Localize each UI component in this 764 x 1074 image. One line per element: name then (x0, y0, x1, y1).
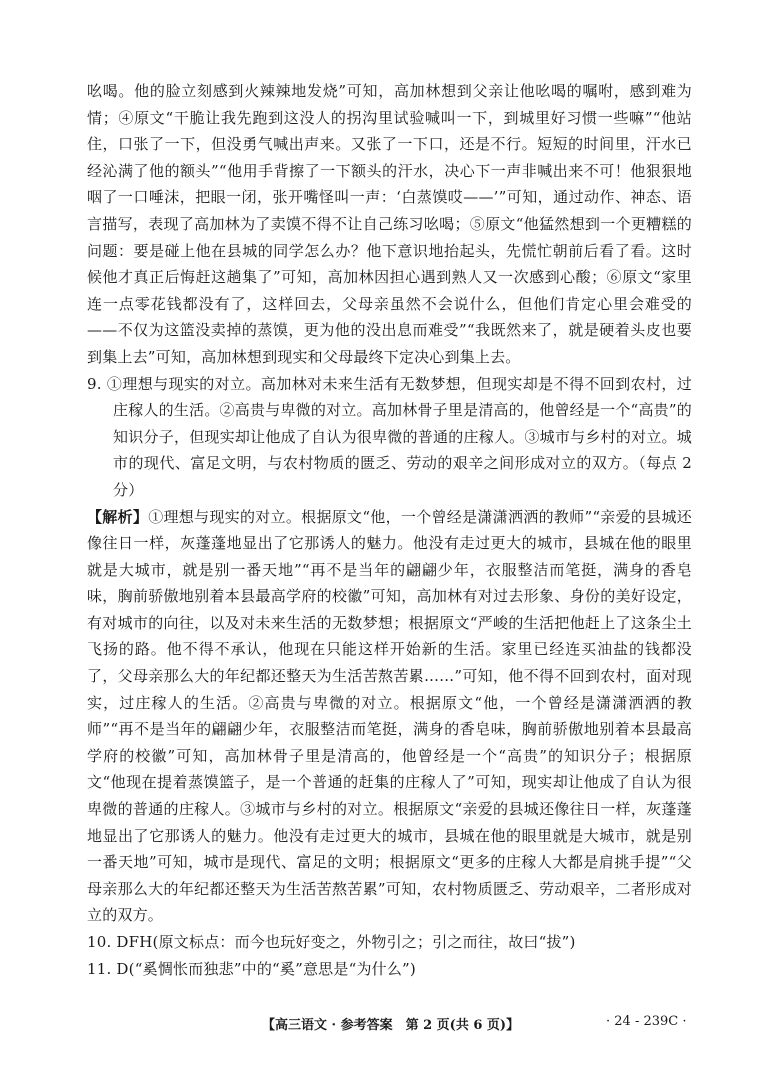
answer-8-continued: 吆喝。他的脸立刻感到火辣辣地发烧”可知，高加林想到父亲让他吆喝的嘱咐，感到难为情；④原文“干脆让我先跑到这没人的拐沟里试验喊叫一下，到城里好习惯一些嘛”“他站住，口张了一下，但没勇气喊出声来。又张了一下口，还是不行。短短的时间里，汗水已经沁满了他的额头”“他用手背擦了一下额头的汗水，决心下一声非喊出来不可！他狠狠地咽了一口唾沫，把眼一闭，张开嘴怪叫一声：‘白蒸馍哎——’”可知，通过动作、神态、语言描写，表现了高加林为了卖馍不得不让自己练习吆喝；⑤原文“他猛然想到一个更糟糕的问题：要是碰上他在县城的同学怎么办？他下意识地抬起头，先慌忙朝前后看了看。这时候他才真正后悔赶这趟集了”可知，高加林因担心遇到熟人又一次感到心酸；⑥原文“家里连一点零花钱都没有了，这样回去，父母亲虽然不会说什么，但他们肯定心里会难受的——不仅为这篮没卖掉的蒸馍，更为他的没出息而难受”“我既然来了，就是硬着头皮也要到集上去”可知，高加林想到现实和父母最终下定决心到集上去。 (87, 82, 692, 366)
answer-11: 11. D(“奚惆怅而独悲”中的“奚”意思是“为什么”) (87, 959, 416, 978)
analysis-text: ①理想与现实的对立。根据原文“他，一个曾经是潇潇洒洒的教师”“亲爱的县城还像往日一样，灰蓬蓬地显出了它那诱人的魅力。他没有走过更大的城市，县城在他的眼里就是大城市，就是别一番天地”“再不是当年的翩翩少年，衣服整洁而笔挺，满身的香皂味，胸前骄傲地别着本县最高学府的校徽”可知，高加林有对过去形象、身份的美好设定，有对城市的向往，以及对未来生活的无数梦想；根据原文“严峻的生活把他赶上了这条尘土飞扬的路。他不得不承认，他现在只能这样开始新的生活。家里已经连买油盐的钱都没了，父母亲那么大的年纪都还整天为生活苦熬苦累……”可知，他不得不回到农村，面对现实，过庄稼人的生活。②高贵与卑微的对立。根据原文“他，一个曾经是潇潇洒洒的教师”“再不是当年的翩翩少年，衣服整洁而笔挺，满身的香皂味，胸前骄傲地别着本县最高学府的校徽”可知，高加林骨子里是清高的，他曾经是一个“高贵”的知识分子；根据原文“他现在提着蒸馍篮子，是一个普通的赶集的庄稼人了”可知，现实却让他成了自认为很卑微的普通的庄稼人。③城市与乡村的对立。根据原文“亲爱的县城还像往日一样，灰蓬蓬地显出了它那诱人的魅力。他没有走过更大的城市，县城在他的眼里就是大城市，就是别一番天地”可知，城市是现代、富足的文明；根据原文“更多的庄稼人大都是肩挑手提”“父母亲那么大的年纪都还整天为生活苦熬苦累”可知，农村物质匮乏、劳动艰辛，二者形成对立的双方。 (87, 507, 692, 925)
answer-9: 9. ①理想与现实的对立。高加林对未来生活有无数梦想，但现实却是不得不回到农村，过庄稼人的生活。②高贵与卑微的对立。高加林骨子里是清高的，他曾经是一个“高贵”的知识分子，但现实却让他成了自认为很卑微的普通的庄稼人。③城市与乡村的对立。城市的现代、富足文明，与农村物质的匮乏、劳动的艰辛之间形成对立的双方。（每点 2 分） (87, 374, 692, 499)
footer-exam-code: · 24 - 239C · (606, 1014, 687, 1029)
answer-10: 10. DFH(原文标点：而今也玩好变之，外物引之；引之而往，故曰“拔”) (87, 933, 576, 951)
answer-content (87, 78, 692, 982)
footer-page-info: 【高三语文 · 参考答案 第 2 页(共 6 页)】 (262, 1018, 520, 1033)
page-footer (0, 1014, 764, 1038)
analysis-label: 【解析】 (87, 507, 149, 526)
answer-9-analysis (87, 504, 692, 930)
